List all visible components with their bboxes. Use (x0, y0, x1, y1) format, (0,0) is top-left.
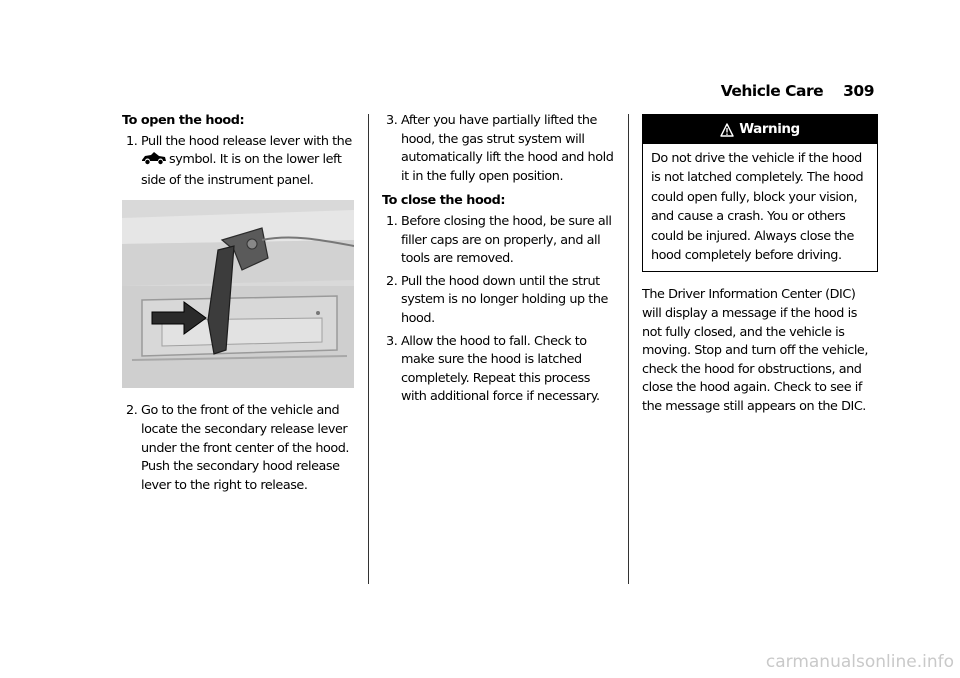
dic-message-paragraph: The Driver Information Center (DIC) will display a message if the hood is not fully closed, and the vehicle is moving. Stop and turn off the vehicle, check the hood for obstructions, and close the hood again. Check to see if the message still appears on the DIC. (642, 287, 868, 414)
close-step-3 (382, 333, 614, 407)
page-number: 309 (843, 82, 874, 100)
step-text-line1: Pull the hood release lever with the (141, 133, 352, 149)
step-text: Allow the hood to fall. Check to make sure the hood is latched completely. Repeat this process with additional force if necessary. (401, 333, 600, 405)
step-number: 2. (386, 273, 398, 289)
column-1 (122, 112, 358, 499)
open-step-1 (122, 133, 358, 152)
step-text: Before closing the hood, be sure all filler caps are on properly, and all tools are removed. (401, 213, 612, 267)
step-text-line2: symbol. It is on the lower left side of the instrument panel. (141, 152, 342, 188)
watermark: carmanualsonline.info (765, 652, 954, 672)
close-hood-heading: To close the hood: (382, 193, 506, 209)
column-2 (382, 112, 614, 411)
warning-box (642, 114, 878, 272)
open-step-3 (382, 112, 614, 186)
column-divider (628, 114, 629, 584)
header-section-title: Vehicle Care (720, 82, 824, 100)
column-divider (368, 114, 369, 584)
step-text: Go to the front of the vehicle and locate the secondary release lever under the front center of the hood. Push the secondary hood release lever to the right to release. (141, 403, 350, 493)
close-step-1 (382, 213, 614, 269)
step-text: Pull the hood down until the strut system is no longer holding up the hood. (401, 273, 608, 326)
step-number: 1. (386, 213, 398, 229)
open-step-1-continued (122, 151, 358, 190)
open-step-2 (122, 402, 358, 495)
open-hood-heading: To open the hood: (122, 113, 245, 128)
step-number: 3. (386, 333, 398, 349)
column-3 (642, 112, 878, 417)
car-hood-icon (141, 151, 167, 172)
page-header (721, 82, 874, 100)
step-number: 1. (126, 133, 138, 149)
warning-text: Do not drive the vehicle if the hood is not latched completely. The hood could open fully, block your vision, and cause a crash. You or others could be injured. Always close the hood completely before driving. (651, 151, 864, 264)
warning-title: Warning (739, 121, 800, 137)
step-number: 2. (126, 403, 138, 419)
warning-header (643, 115, 877, 144)
hood-release-lever-illustration (122, 200, 354, 388)
warning-triangle-icon (720, 123, 734, 137)
step-number: 3. (386, 113, 398, 128)
close-step-2 (382, 273, 614, 329)
step-text: After you have partially lifted the hood, the gas strut system will automatically lift the hood and hold it in the fully open position. (401, 113, 614, 184)
